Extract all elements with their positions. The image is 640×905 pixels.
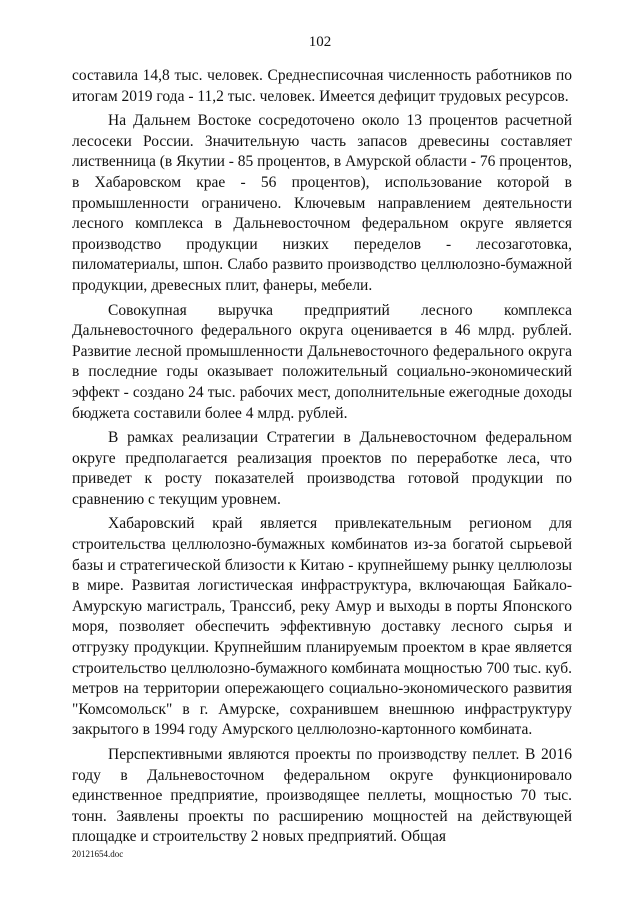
paragraph-3: Совокупная выручка предприятий лесного комплекса Дальневосточного федерального округа оценивается в 46 млрд. рублей. Развитие лесной промышленности Дальневосточного федерального округа в последние годы оказывает положительный социально-экономический эффект - создано 24 тыс. рабочих мест, дополнительные ежегодные доходы бюджета составили более 4 млрд. рублей. (72, 301, 572, 422)
paragraph-2: На Дальнем Востоке сосредоточено около 13 процентов расчетной лесосеки России. Значительную часть запасов древесины составляет лиственница (в Якутии - 85 процентов, в Амурской области - 76 процентов, в Хабаровском крае - 56 процентов), использование которой в промышленности ограничено. Ключевым направлением деятельности лесного комплекса в Дальневосточном федеральном округе является производство продукции низких переделов - лесозаготовка, пиломатериалы, шпон. Слабо развито производство целлюлозно-бумажной продукции, древесных плит, фанеры, мебели. (72, 112, 572, 294)
page-number: 102 (308, 34, 332, 50)
footer-filename: 20121654.doc (72, 849, 124, 859)
paragraph-5: Хабаровский край является привлекательным регионом для строительства целлюлозно-бумажных комбинатов из-за богатой сырьевой базы и стратегической близости к Китаю - крупнейшему рынку целлюлозы в мире. Развитая логистическая инфраструктура, включающая Байкало-Амурскую магистраль, Транссиб, реку Амур и выходы в порты Японского моря, позволяет обеспечить эффективную доставку лесного сырья и отгрузку продукции. Крупнейшим планируемым проектом в крае является строительство целлюлозно-бумажного комбината мощностью 700 тыс. куб. метров на территории опережающего социально-экономического развития "Комсомольск" в г. Амурске, сохранившем внешнюю инфраструктуру закрытого в 1994 году Амурского целлюлозно-картонного комбината. (72, 515, 572, 739)
paragraph-1: составила 14,8 тыс. человек. Среднесписочная численность работников по итогам 2019 года - 11,2 тыс. человек. Имеется дефицит трудовых ресурсов. (72, 67, 572, 105)
paragraph-6: Перспективными являются проекты по производству пеллет. В 2016 году в Дальневосточном федеральном округе функционировало единственное предприятие, производящее пеллеты, мощностью 70 тыс. тонн. Заявлены проекты по расширению мощностей на действующей площадке и строительству 2 новых предприятий. Общая (72, 746, 572, 846)
paragraph-4: В рамках реализации Стратегии в Дальневосточном федеральном округе предполагается реализация проектов по переработке леса, что приведет к росту показателей производства готовой продукции по сравнению с текущим уровнем. (72, 429, 572, 508)
document-body (72, 66, 572, 848)
